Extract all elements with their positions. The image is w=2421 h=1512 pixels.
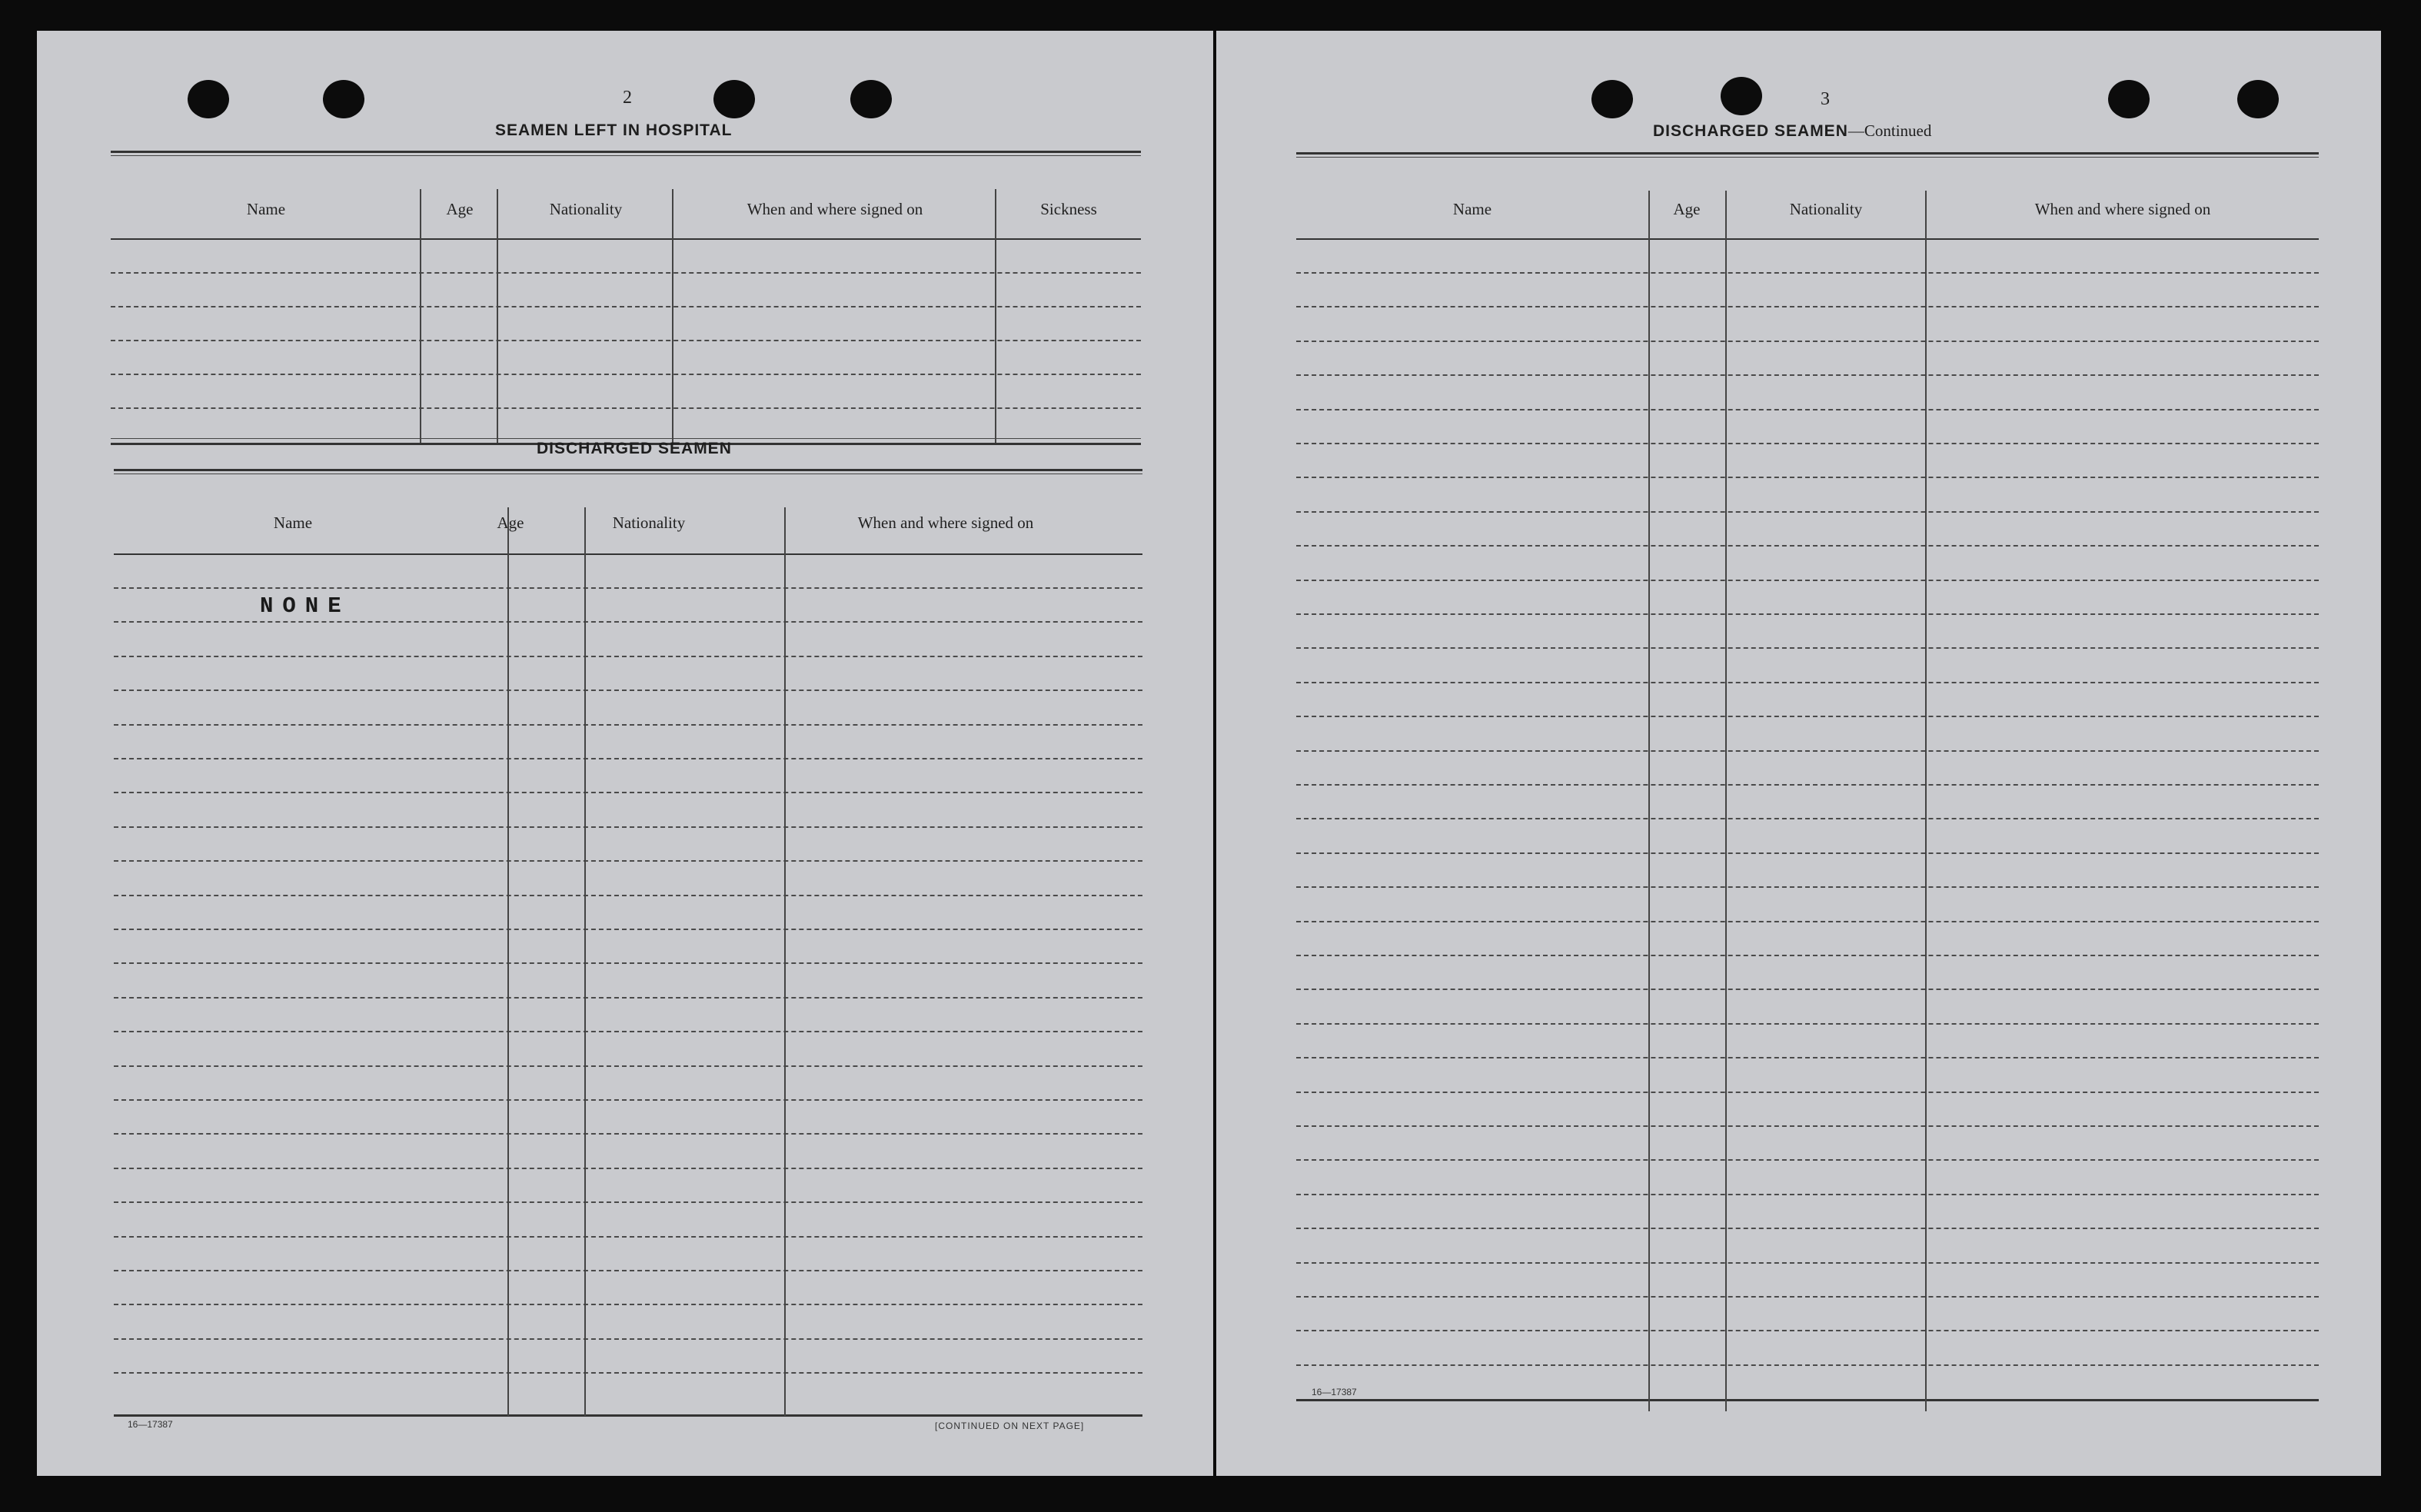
page-number: 2 (623, 88, 632, 108)
table-row (1296, 374, 2319, 376)
table-row (1296, 1159, 2319, 1161)
table-row (114, 656, 1142, 657)
table-row (1296, 1330, 2319, 1331)
column-header-age: Age (497, 513, 524, 532)
table-row (111, 306, 1141, 307)
continued-note: [CONTINUED ON NEXT PAGE] (935, 1421, 1085, 1431)
table-row (1296, 1364, 2319, 1366)
punch-hole (1591, 80, 1633, 118)
table-row (114, 860, 1142, 862)
table-row (114, 690, 1142, 691)
column-header-nationality: Nationality (549, 200, 623, 218)
table-row (114, 1270, 1142, 1271)
form-number: 16—17387 (1312, 1387, 1357, 1397)
hospital-section-title: SEAMEN LEFT IN HOSPITAL (495, 121, 733, 139)
table-row (114, 962, 1142, 964)
column-header-age: Age (1673, 200, 1701, 218)
right-page (1216, 31, 2381, 1476)
table-row (111, 407, 1141, 409)
punch-hole (2237, 80, 2279, 118)
table-row (114, 621, 1142, 623)
column-header-name: Name (1452, 200, 1492, 218)
table-row (1296, 852, 2319, 854)
table-row (114, 1304, 1142, 1305)
table-row (1296, 716, 2319, 717)
column-header-age: Age (446, 200, 474, 218)
column-header-sickness: Sickness (1040, 200, 1097, 218)
column-header-signed-on: When and where signed on (857, 513, 1034, 532)
table-row (1296, 1262, 2319, 1264)
table-row (1296, 443, 2319, 444)
table-row (1296, 580, 2319, 581)
table-row (1296, 511, 2319, 513)
table-row (1296, 955, 2319, 956)
discharged-table-continued (1296, 152, 2319, 1382)
table-row (114, 1133, 1142, 1135)
table-row (114, 997, 1142, 999)
table-row (1296, 647, 2319, 649)
left-page (37, 31, 1213, 1476)
punch-hole (323, 80, 364, 118)
table-row (1296, 409, 2319, 410)
entry-none: NONE (260, 593, 351, 619)
column-header-signed-on: When and where signed on (747, 200, 923, 218)
title-text: DISCHARGED SEAMEN (1653, 122, 1848, 140)
discharged-continued-title (1653, 121, 1931, 141)
column-header-name: Name (273, 513, 313, 532)
table-row (1296, 921, 2319, 922)
table-row (114, 895, 1142, 896)
table-row (1296, 1194, 2319, 1195)
table-row (1296, 1023, 2319, 1025)
table-row (1296, 1125, 2319, 1127)
table-row (1296, 1057, 2319, 1058)
table-row (114, 792, 1142, 793)
table-row (114, 929, 1142, 930)
table-row (114, 1372, 1142, 1374)
table-row (114, 1168, 1142, 1169)
table-row (111, 272, 1141, 274)
table-row (114, 587, 1142, 589)
hospital-table (111, 151, 1141, 450)
punch-hole (713, 80, 755, 118)
table-row (114, 1338, 1142, 1340)
table-row (1296, 750, 2319, 752)
punch-hole (188, 80, 229, 118)
table-bottom-rule (114, 1414, 1142, 1417)
discharged-section-title: DISCHARGED SEAMEN (537, 440, 732, 457)
punch-hole (2108, 80, 2150, 118)
title-suffix: —Continued (1847, 121, 1932, 140)
page-number: 3 (1821, 89, 1830, 109)
table-row (114, 758, 1142, 759)
table-row (111, 374, 1141, 375)
column-header-nationality: Nationality (1789, 200, 1863, 218)
table-row (114, 1236, 1142, 1238)
table-row (1296, 272, 2319, 274)
table-row (1296, 545, 2319, 547)
punch-hole (1721, 77, 1762, 115)
table-row (1296, 306, 2319, 307)
table-bottom-rule (1296, 1399, 2319, 1401)
table-row (1296, 477, 2319, 478)
form-number: 16—17387 (128, 1419, 173, 1430)
table-row (1296, 682, 2319, 683)
table-row (1296, 1092, 2319, 1093)
table-row (114, 724, 1142, 726)
table-row (111, 340, 1141, 341)
table-row (1296, 1228, 2319, 1229)
table-row (1296, 886, 2319, 888)
column-header-signed-on: When and where signed on (2034, 200, 2211, 218)
table-row (114, 826, 1142, 828)
table-row (1296, 784, 2319, 786)
column-header-name: Name (246, 200, 286, 218)
table-row (114, 1031, 1142, 1032)
table-row (1296, 1296, 2319, 1298)
table-row (1296, 341, 2319, 342)
table-row (114, 1201, 1142, 1203)
table-row (1296, 613, 2319, 615)
column-header-nationality: Nationality (612, 513, 686, 532)
table-row (1296, 818, 2319, 819)
discharged-table (114, 469, 1142, 1391)
table-row (114, 1099, 1142, 1101)
punch-hole (850, 80, 892, 118)
table-row (1296, 989, 2319, 990)
table-row (114, 1065, 1142, 1067)
